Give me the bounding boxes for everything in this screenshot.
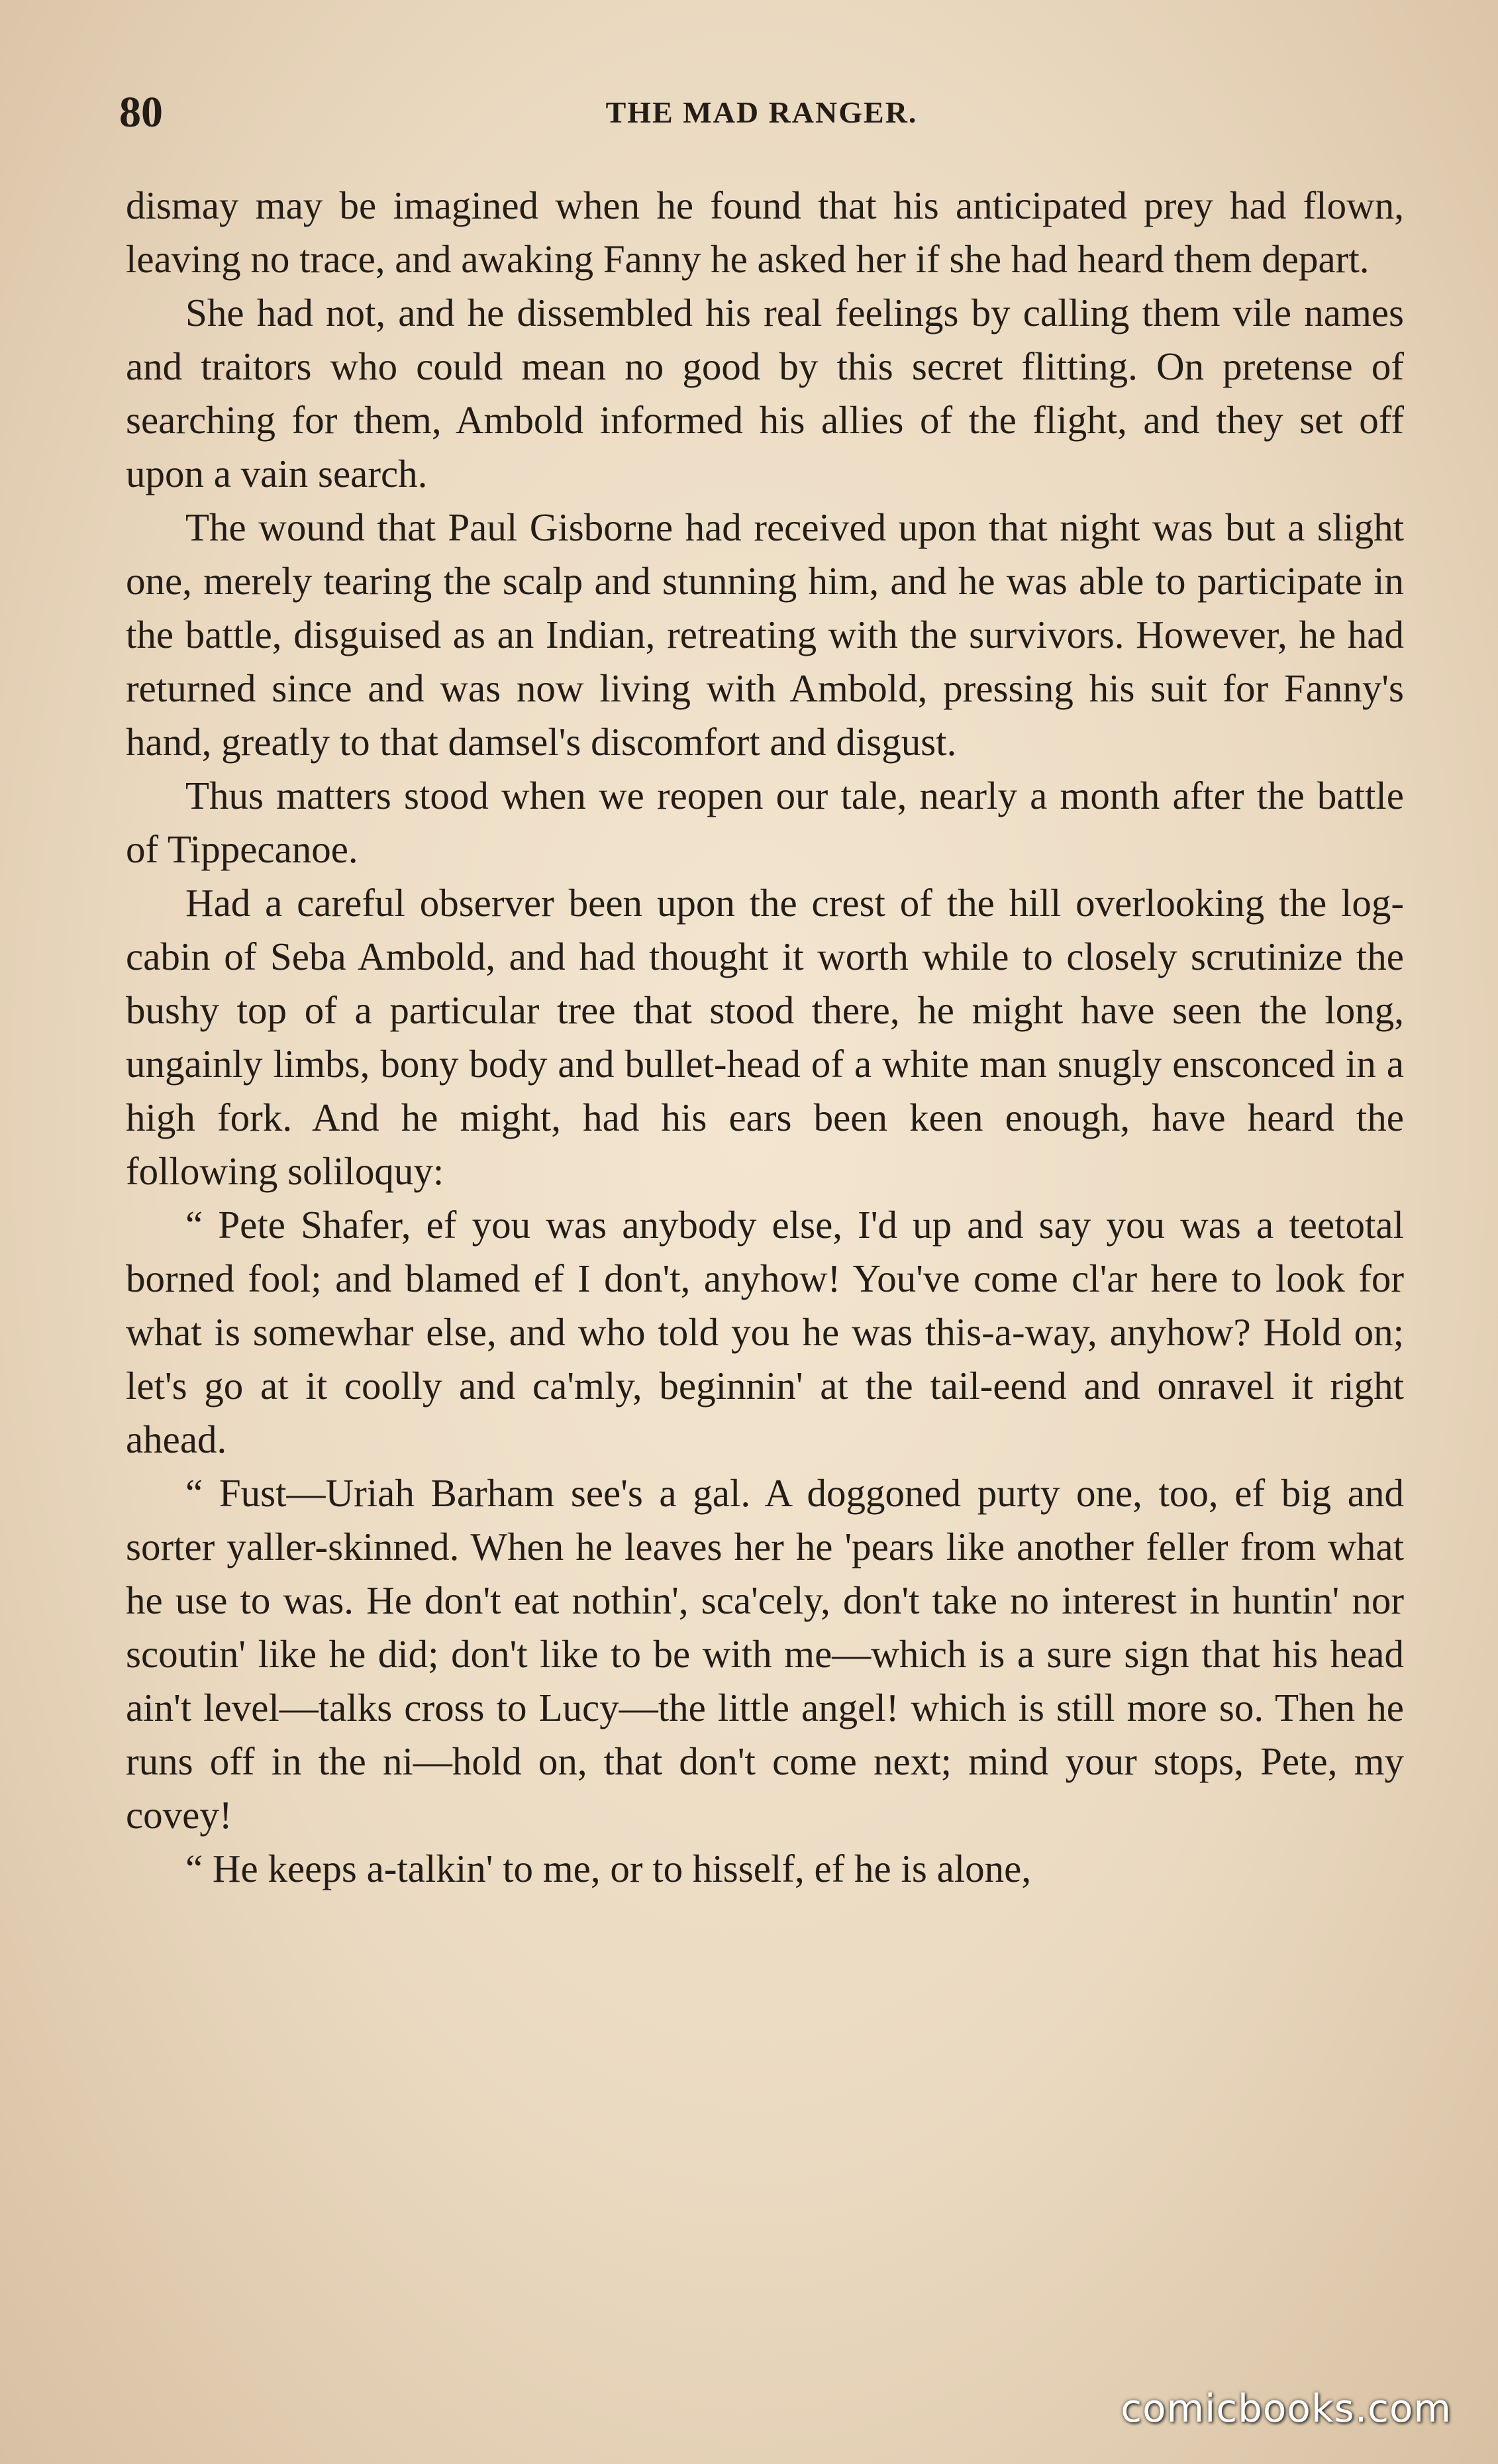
page-header (119, 86, 1404, 139)
paragraph: “ He keeps a-talkin' to me, or to hisself, ef he is alone, (185, 1847, 1032, 1890)
page-number: 80 (119, 88, 163, 136)
paragraph: Had a careful observer been upon the crest of the hill overlooking the log-cabin of Seba Ambold, and had thought it worth while to closely scrutinize the bushy top of a particular tree that stood there, he might have seen the long, ungainly limbs, bony body and bullet-head of a white man snugly ensconced in a high fork. And he might, had his ears been keen enough, have heard the following soliloquy: (126, 881, 1404, 1193)
paragraph: The wound that Paul Gisborne had received upon that night was but a slight one, merely tearing the scalp and stunning him, and he was able to participate in the battle, disguised as an Indian, retreating with the survivors. However, he had returned since and was now living with Ambold, pressing his suit for Fanny's hand, greatly to that damsel's discomfort and disgust. (126, 505, 1404, 764)
running-title: THE MAD RANGER. (605, 95, 918, 129)
watermark: comicbooks.com (1121, 2386, 1452, 2431)
paragraph: Thus matters stood when we reopen our tale, nearly a month after the battle of Tippecanoe. (126, 774, 1404, 871)
paragraph: dismay may be imagined when he found that his anticipated prey had flown, leaving no trace, and awaking Fanny he asked her if she had heard them depart. (126, 183, 1404, 281)
paragraph: She had not, and he dissembled his real feelings by calling them vile names and traitors who could mean no good by this secret flitting. On pretense of searching for them, Ambold informed his allies of the flight, and they set off upon a vain search. (126, 291, 1404, 495)
paragraph: “ Fust—Uriah Barham see's a gal. A doggoned purty one, too, ef big and sorter yaller-skinned. When he leaves her he 'pears like another feller from what he use to was. He don't eat nothin', sca'cely, don't take no interest in huntin' nor scoutin' like he did; don't like to be with me—which is a sure sign that his head ain't level—talks cross to Lucy—the little angel! which is still more so. Then he runs off in the ni—hold on, that don't come next; mind your stops, Pete, my covey! (126, 1471, 1404, 1837)
body-text (126, 179, 1404, 1896)
paragraph: “ Pete Shafer, ef you was anybody else, I'd up and say you was a teetotal borned fool; and blamed ef I don't, anyhow! You've come cl'ar here to look for what is somewhar else, and who told you he was this-a-way, anyhow? Hold on; let's go at it coolly and ca'mly, beginnin' at the tail-eend and onravel it right ahead. (126, 1203, 1404, 1461)
